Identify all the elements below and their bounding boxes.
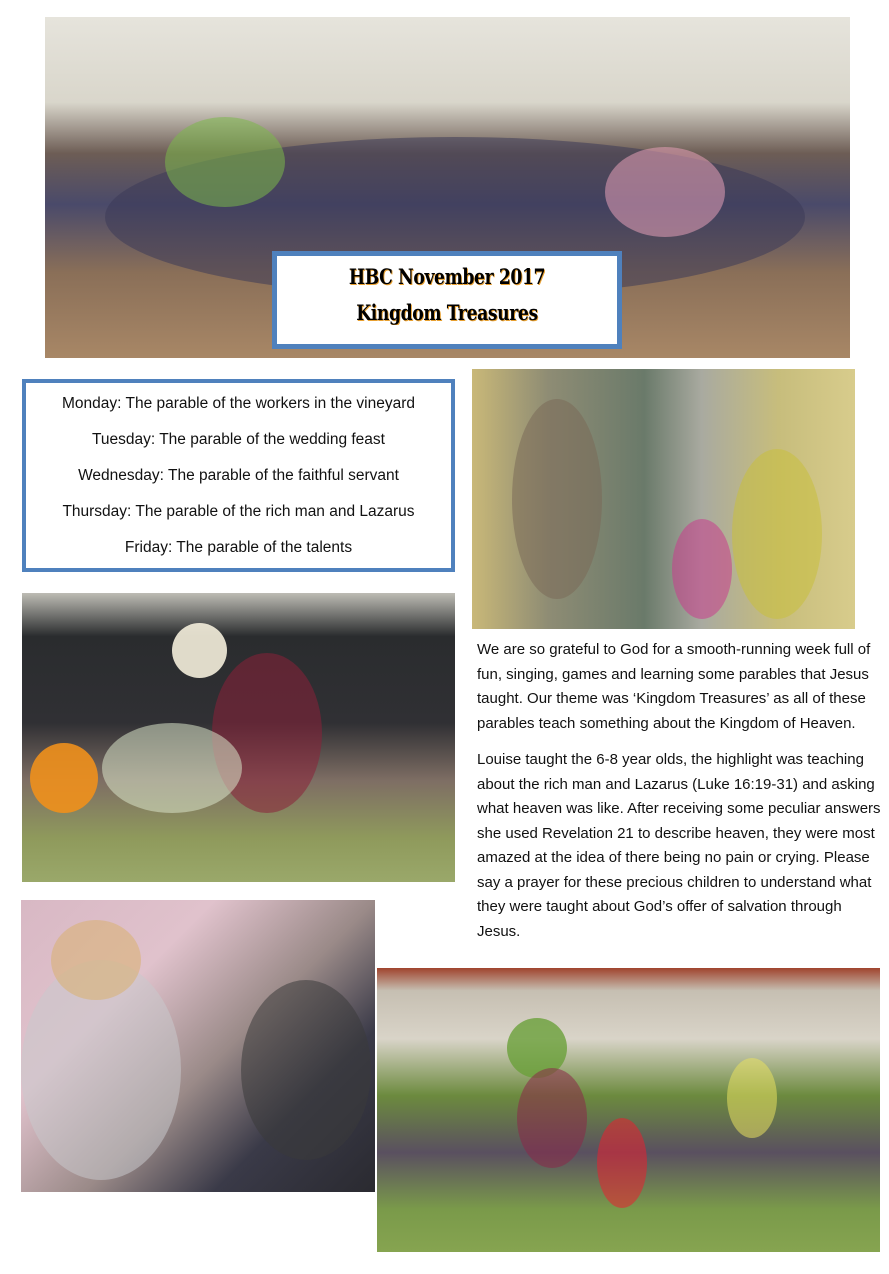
title-box: [272, 251, 622, 349]
schedule-item-friday: Friday: The parable of the talents: [124, 539, 353, 556]
outdoor-games-photo: [377, 968, 880, 1252]
article-body: [477, 638, 887, 956]
schedule-item-wednesday: Wednesday: The parable of the faithful servant: [78, 467, 399, 484]
schedule-item-thursday: Thursday: The parable of the rich man and Lazarus: [62, 503, 415, 520]
reading-photo: [21, 900, 375, 1192]
schedule-item-monday: Monday: The parable of the workers in the vineyard: [62, 395, 415, 412]
article-paragraph: We are so grateful to God for a smooth-running week full of fun, singing, games and learning some parables that Jesus taught. Our theme was ‘Kingdom Treasures’ as all of these parables teach something about the Kingdom of Heaven.: [477, 641, 871, 732]
balloon-game-photo: [22, 593, 455, 882]
article-paragraph: Louise taught the 6-8 year olds, the highlight was teaching about the rich man and Lazarus (Luke 16:19-31) and asking what heaven was like. After receiving some peculiar answers she used Revelation 21 to describe heaven, they were most amazed at the idea of there being no pain or crying. Please say a prayer for these precious children to understand what they were taught about God’s offer of salvation through Jesus.: [477, 751, 881, 940]
newsletter-theme: Kingdom Treasures: [356, 300, 538, 325]
schedule-item-tuesday: Tuesday: The parable of the wedding feast: [92, 431, 385, 448]
newsletter-title: HBC November 2017: [348, 264, 546, 289]
singing-photo: [472, 369, 855, 629]
parable-schedule: [22, 379, 455, 572]
